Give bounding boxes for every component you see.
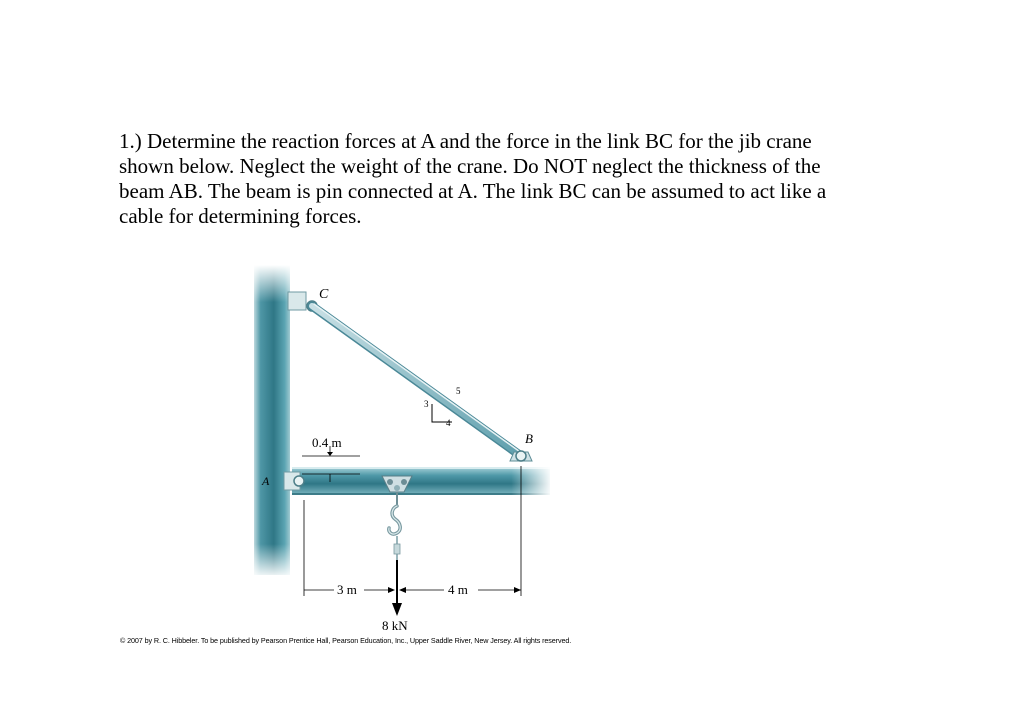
slope-rise-label: 3 [424,399,429,409]
problem-line-4: cable for determining forces. [119,204,362,228]
slope-run-label: 4 [446,418,451,428]
dim-left-label: 3 m [337,582,357,597]
problem-line-1: 1.) Determine the reaction forces at A and the force in the link BC for the jib crane [119,129,812,153]
column [254,265,290,575]
label-b: B [525,431,533,446]
thickness-label: 0.4 m [312,435,342,450]
load-arrow [392,560,402,616]
beam-ab [292,467,550,495]
slope-hyp-label: 5 [456,386,461,396]
problem-line-3: beam AB. The beam is pin connected at A. The link BC can be assumed to act like a [119,179,827,203]
copyright-notice: © 2007 by R. C. Hibbeler. To be published by Pearson Prentice Hall, Pearson Education, Inc., Upper Saddle River, New Jersey. All rights reserved. [120,636,572,645]
load-label: 8 kN [382,618,408,633]
pin-b [510,451,532,461]
label-c: C [319,287,329,302]
problem-line-2: shown below. Neglect the weight of the crane. Do NOT neglect the thickness of the [119,154,821,178]
link-bc [312,304,523,456]
hook [389,506,400,560]
label-a: A [262,474,270,488]
dim-right-label: 4 m [448,582,468,597]
